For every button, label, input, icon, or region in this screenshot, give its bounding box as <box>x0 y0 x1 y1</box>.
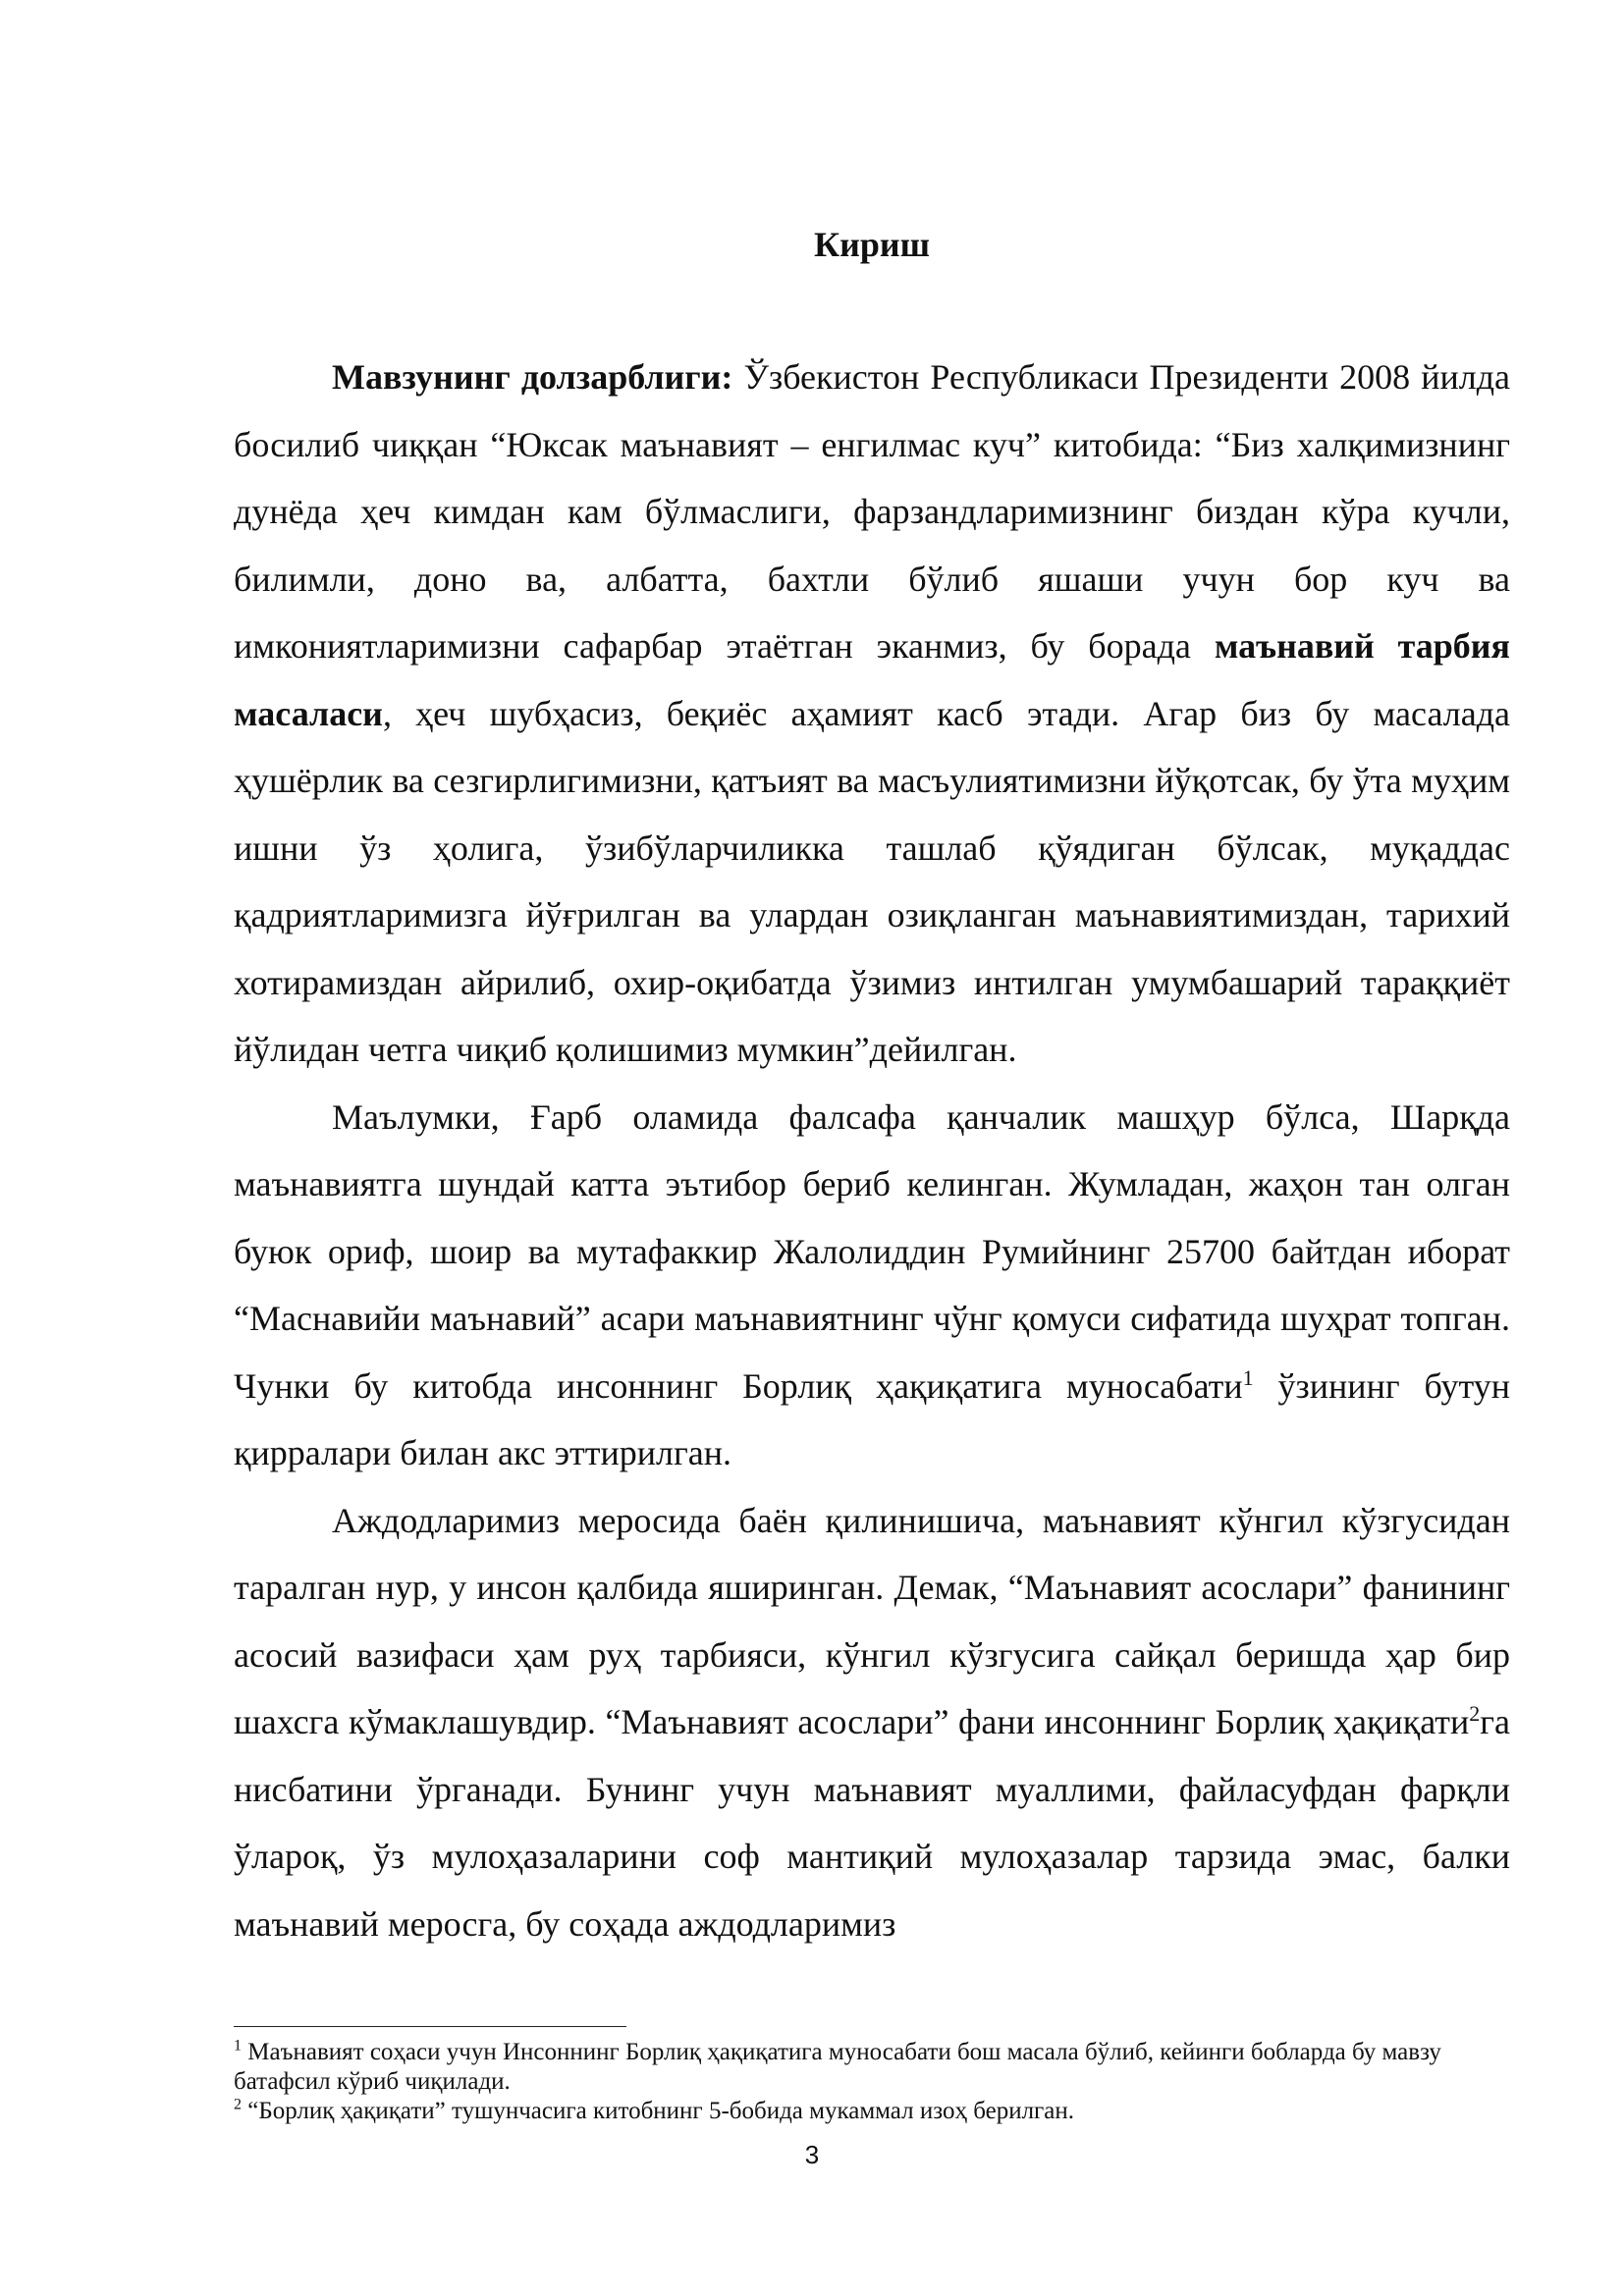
paragraph-text: Аждодларимиз меросида баён қилинишича, маънавият кўнгил кўзгусидан таралган нур, у инсон қалбида яширинган. Демак, “Маънавият асослари” фанининг асосий вазифаси ҳам руҳ тарбияси, кўнгил кўзгусига сайқал беришда ҳар бир шахсга кўмаклашувдир. “Маънавият асослари” фани инсоннинг Борлиқ ҳақиқати <box>234 1500 1510 1741</box>
paragraph-ancestors <box>234 1487 1510 1958</box>
paragraph-text: Маълумки, Ғарб оламида фалсафа қанчалик машҳур бўлса, Шарқда маънавиятга шундай катта эътибор бериб келинган. Жумладан, жаҳон тан олган буюк ориф, шоир ва мутафаккир Жалолиддин Румийнинг 25700 байтдан иборат “Маснавийи маънавий” асари маънавиятнинг чўнг қомуси сифатида шуҳрат топган. Чунки бу китобда инсоннинг Борлиқ ҳақиқатига муносабати <box>234 1096 1510 1406</box>
footnote-item <box>234 2097 1510 2126</box>
footnote-text: Маънавият соҳаси учун Инсоннинг Борлиқ ҳақиқатига муносабати бош масала бўлиб, кейинги бобларда бу мавзу батафсил кўриб чиқилади. <box>234 2039 1441 2095</box>
paragraph-text: ўзининг бутун қирралари билан акс эттирилган. <box>234 1365 1510 1472</box>
page-number: 3 <box>804 2140 820 2169</box>
footnote-number: 1 <box>234 2037 242 2055</box>
emphasized-phrase: маънавий тарбия масаласи <box>234 626 1511 733</box>
footnote-item <box>234 2038 1510 2097</box>
footnote-number: 2 <box>234 2096 242 2113</box>
footnote-text: “Борлиқ ҳақиқати” тушунчасига китобнинг 5-бобида мукаммал изоҳ берилган. <box>242 2098 1075 2124</box>
section-title: Кириш <box>813 225 930 264</box>
paragraph-relevance <box>234 344 1510 1084</box>
footnote-separator <box>234 2026 626 2027</box>
footnote-reference[interactable]: 1 <box>1242 1364 1254 1390</box>
paragraph-text: , ҳеч шубҳасиз, беқиёс аҳамият касб этади. Агар биз бу масалада ҳушёрлик ва сезгирлигимизни, қатъият ва масъулиятимизни йўқотсак, бу ўта муҳим ишни ўз ҳолига, ўзибўларчиликка ташлаб қўядиган бўлсак, муқаддас қадриятларимизга йўғрилган ва улардан озиқланган маънавиятимиздан, тарихий хотирамиздан айрилиб, охир-оқибатда ўзимиз интилган умумбашарий тараққиёт йўлидан четга чиқиб қолишимиз мумкин”дейилган. <box>234 693 1510 1069</box>
paragraph-rumi <box>234 1084 1510 1487</box>
footnote-reference[interactable]: 2 <box>1469 1701 1481 1726</box>
paragraph-text: Ўзбекистон Республикаси Президенти 2008 йилда босилиб чиққан “Юксак маънавият – енгилмас куч” китобида: “Биз халқимизнинг дунёда ҳеч кимдан кам бўлмаслиги, фарзандларимизнинг биздан кўра кучли, билимли, доно ва, албатта, бахтли бўлиб яшаши учун бор куч ва имкониятларимизни сафарбар этаётган эканмиз, бу борада <box>234 357 1510 666</box>
footnotes <box>234 2038 1510 2126</box>
paragraph-text: га нисбатини ўрганади. Бунинг учун маънавият муаллими, файласуфдан фарқли ўлароқ, ўз мулоҳазаларини соф мантиқий мулоҳазалар тарзида эмас, балки маънавий меросга, бу соҳада аждодларимиз <box>234 1702 1510 1944</box>
body-text <box>234 344 1510 1957</box>
paragraph-lead-heading: Мавзунинг долзарблиги: <box>332 357 733 397</box>
